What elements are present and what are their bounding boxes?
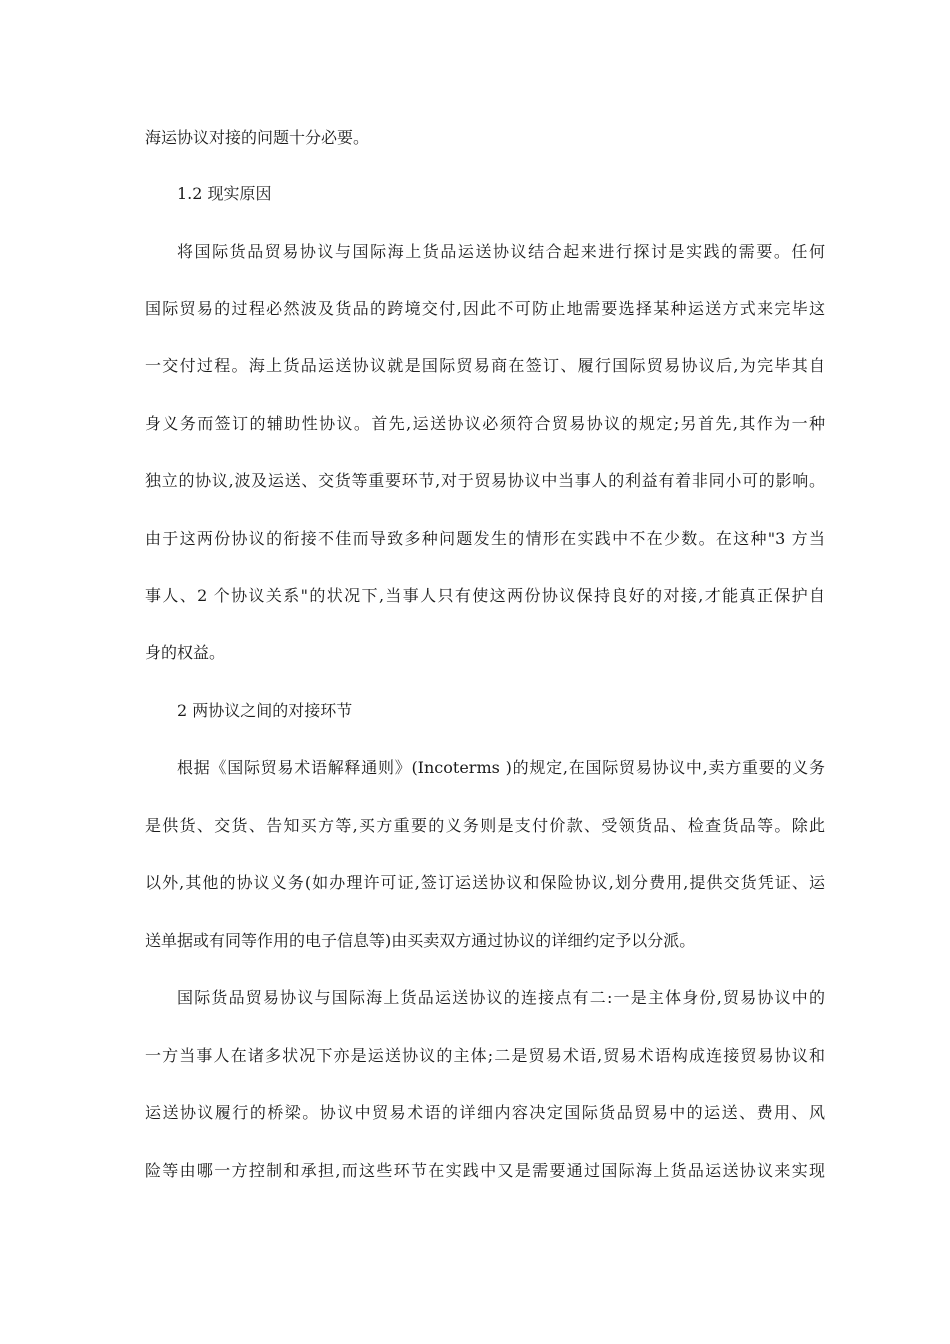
paragraph-line: 身义务而签订的辅助性协议。首先,运送协议必须符合贸易协议的规定;另首先,其作为一种	[145, 414, 825, 433]
section-heading: 2 两协议之间的对接环节	[177, 701, 353, 720]
section-heading: 1.2 现实原因	[177, 184, 272, 203]
paragraph-line: 根据《国际贸易术语解释通则》(Incoterms )的规定,在国际贸易协议中,卖方重要的义务	[177, 758, 825, 777]
paragraph-line: 将国际货品贸易协议与国际海上货品运送协议结合起来进行探讨是实践的需要。任何	[177, 242, 825, 261]
paragraph-line: 国际贸易的过程必然波及货品的跨境交付,因此不可防止地需要选择某种运送方式来完毕这	[145, 299, 825, 318]
paragraph-line: 海运协议对接的问题十分必要。	[145, 128, 370, 147]
paragraph-line: 一方当事人在诸多状况下亦是运送协议的主体;二是贸易术语,贸易术语构成连接贸易协议和	[145, 1046, 825, 1065]
paragraph-line: 一交付过程。海上货品运送协议就是国际贸易商在签订、履行国际贸易协议后,为完毕其自	[145, 356, 825, 375]
paragraph-line: 以外,其他的协议义务(如办理许可证,签订运送协议和保险协议,划分费用,提供交货凭证、运	[145, 873, 825, 892]
paragraph-line: 运送协议履行的桥梁。协议中贸易术语的详细内容决定国际货品贸易中的运送、费用、风	[145, 1103, 825, 1122]
paragraph-line: 事人、2 个协议关系"的状况下,当事人只有使这两份协议保持良好的对接,才能真正保护自	[145, 586, 825, 605]
paragraph-line: 由于这两份协议的衔接不佳而导致多种问题发生的情形在实践中不在少数。在这种"3 方当	[145, 529, 825, 548]
paragraph-line: 国际货品贸易协议与国际海上货品运送协议的连接点有二:一是主体身份,贸易协议中的	[177, 988, 825, 1007]
paragraph-line: 是供货、交货、告知买方等,买方重要的义务则是支付价款、受领货品、检查货品等。除此	[145, 816, 825, 835]
paragraph-line: 险等由哪一方控制和承担,而这些环节在实践中又是需要通过国际海上货品运送协议来实现	[145, 1161, 825, 1180]
paragraph-line: 身的权益。	[145, 643, 226, 662]
paragraph-line: 送单据或有同等作用的电子信息等)由买卖双方通过协议的详细约定予以分派。	[145, 931, 696, 950]
paragraph-line: 独立的协议,波及运送、交货等重要环节,对于贸易协议中当事人的利益有着非同小可的影响。	[145, 471, 825, 490]
